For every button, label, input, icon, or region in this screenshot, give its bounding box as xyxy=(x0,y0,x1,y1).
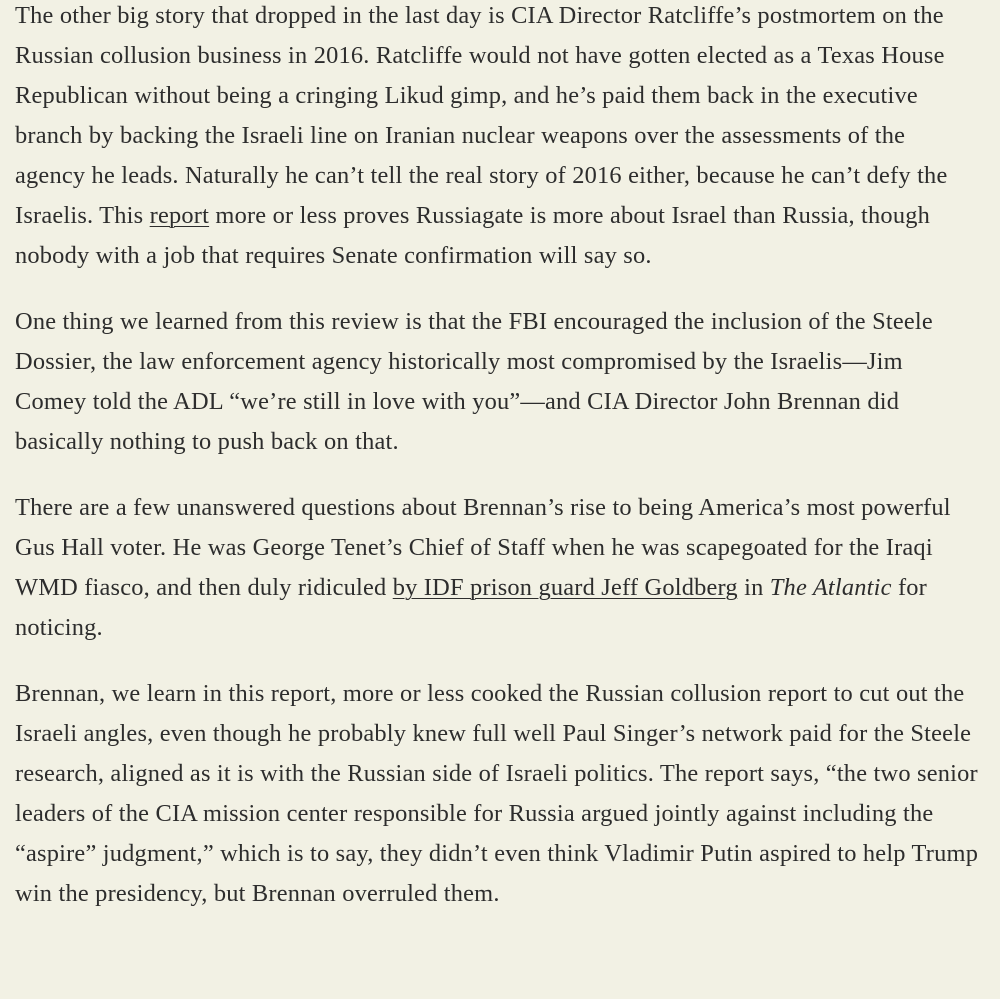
paragraph-text: There are a few unanswered questions about Brennan’s rise to being America’s most powerful Gus Hall voter. He was George Tenet’s Chief of Staff when he was scapegoated for the Iraqi WMD fiasco, and then duly ridiculed xyxy=(15,494,951,601)
paragraph-text: in xyxy=(737,574,770,601)
paragraph-text: One thing we learned from this review is that the FBI encouraged the inclusion of the Steele Dossier, the law enforcement agency historically most compromised by the Israelis—Jim Comey told the ADL “we’re still in love with you”—and CIA Director John Brennan did basically nothing to push back on that. xyxy=(15,308,933,455)
paragraph-text: more or less proves Russiagate is more about Israel than Russia, though nobody with a job that requires Senate confirmation will say so. xyxy=(15,202,931,269)
paragraph-brennan-report xyxy=(15,674,980,914)
article-body xyxy=(15,0,980,940)
paragraph-ratcliffe-postmortem xyxy=(15,0,980,276)
paragraph-text: for noticing. xyxy=(15,574,927,641)
paragraph-fbi-steele xyxy=(15,302,980,462)
paragraph-text: The other big story that dropped in the last day is CIA Director Ratcliffe’s postmortem on the Russian collusion business in 2016. Ratcliffe would not have gotten elected as a Texas House Republican without being a cringing Likud gimp, and he’s paid them back in the executive branch by backing the Israeli line on Iranian nuclear weapons over the assessments of the agency he leads. Naturally he can’t tell the real story of 2016 either, because he can’t defy the Israelis. This xyxy=(15,2,948,229)
goldberg-link[interactable]: by IDF prison guard Jeff Goldberg xyxy=(392,574,738,601)
paragraph-brennan-rise xyxy=(15,488,980,648)
paragraph-text: Brennan, we learn in this report, more or less cooked the Russian collusion report to cut out the Israeli angles, even though he probably knew full well Paul Singer’s network paid for the Steele research, aligned as it is with the Russian side of Israeli politics. The report says, “the two senior leaders of the CIA mission center responsible for Russia argued jointly against including the “aspire” judgment,” which is to say, they didn’t even think Vladimir Putin aspired to help Trump win the presidency, but Brennan overruled them. xyxy=(15,680,979,907)
publication-title: The Atlantic xyxy=(769,574,892,601)
report-link[interactable]: report xyxy=(149,202,210,229)
